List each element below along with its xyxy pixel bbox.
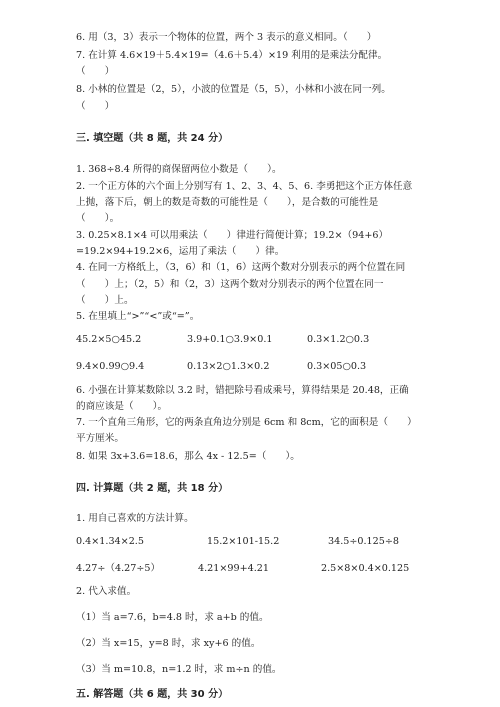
- calc-item: 34.5÷0.125÷8: [328, 536, 400, 547]
- fill-q1: 1. 368÷8.4 所得的商保留两位小数是（ ）。: [76, 164, 282, 175]
- compare-item: 3.9+0.1○3.9×0.1: [187, 334, 273, 345]
- calc-sub2: （2）当 x=15，y=8 时，求 xy+6 的值。: [76, 638, 261, 649]
- calc-sub3: （3）当 m=10.8，n=1.2 时，求 m÷n 的值。: [76, 664, 282, 675]
- fill-q2-line3: （ ）。: [76, 213, 120, 224]
- fill-q6-line2: 的商应该是（ ）。: [76, 401, 168, 412]
- fill-q4-line1: 4. 在同一方格纸上，（3，6）和（1，6）这两个数对分别表示的两个位置在同: [76, 262, 406, 273]
- calc-item: 0.4×1.34×2.5: [76, 536, 144, 547]
- fill-q3-line1: 3. 0.25×8.1×4 可以用乘法（ ）律进行简便计算；19.2×（94+6）: [76, 230, 389, 241]
- calc-item: 4.27÷（4.27÷5）: [76, 563, 161, 574]
- calc-sub1: （1）当 a=7.6，b=4.8 时，求 a+b 的值。: [76, 612, 269, 623]
- calc-q2: 2. 代入求值。: [76, 586, 137, 597]
- judge-q8-blank: （ ）: [76, 101, 115, 112]
- calc-q1: 1. 用自己喜欢的方法计算。: [76, 513, 194, 524]
- compare-item: 0.13×2○1.3×0.2: [187, 361, 270, 372]
- judge-q7-blank: （ ）: [76, 66, 115, 77]
- judge-q8: 8. 小林的位置是（2，5），小波的位置是（5，5），小林和小波在同一列。: [76, 84, 391, 95]
- fill-q3-line2: =19.2×94+19.2×6，运用了乘法（ ）律。: [76, 246, 285, 257]
- calc-item: 15.2×101-15.2: [207, 536, 280, 547]
- fill-q2-line2: 上抛，落下后，朝上的数是奇数的可能性是（ ），是合数的可能性是: [76, 197, 379, 208]
- compare-item: 9.4×0.99○9.4: [76, 361, 145, 372]
- calc-item: 4.21×99+4.21: [198, 563, 270, 574]
- fill-q6-line1: 6. 小强在计算某数除以 3.2 时，错把除号看成乘号，算得结果是 20.48，正确: [76, 385, 409, 396]
- compare-item: 0.3×05○0.3: [307, 361, 367, 372]
- section-header-solve: 五. 解答题（共 6 题，共 30 分）: [76, 689, 229, 700]
- calc-item: 2.5×8×0.4×0.125: [321, 563, 410, 574]
- fill-q4-line3: （ ）上。: [76, 295, 134, 306]
- compare-item: 45.2×5○45.2: [76, 334, 142, 345]
- fill-q2-line1: 2. 一个正方体的六个面上分别写有 1、2、3、4、5、6. 李勇把这个正方体任意: [76, 181, 413, 192]
- section-header-calc: 四. 计算题（共 2 题，共 18 分）: [76, 483, 229, 494]
- fill-q7-line1: 7. 一个直角三角形，它的两条直角边分别是 6cm 和 8cm，它的面积是（ ）: [76, 417, 417, 428]
- fill-q4-line2: （ ）上；（2，5）和（2，3）这两个数对分别表示的两个位置在同一: [76, 279, 384, 290]
- fill-q8: 8. 如果 3x+3.6=18.6，那么 4x - 12.5=（ ）。: [76, 451, 300, 462]
- fill-q5: 5. 在里填上“>”“<”或“=”。: [76, 311, 200, 322]
- fill-q7-line2: 平方厘米。: [76, 433, 124, 444]
- section-header-fill: 三. 填空题（共 8 题，共 24 分）: [76, 133, 229, 144]
- judge-q7: 7. 在计算 4.6×19＋5.4×19=（4.6＋5.4）×19 利用的是乘法分配律。: [76, 50, 388, 61]
- judge-q6: 6. 用（3，3）表示一个物体的位置，两个 3 表示的意义相同。（ ）: [76, 32, 377, 43]
- compare-item: 0.3×1.2○0.3: [307, 334, 370, 345]
